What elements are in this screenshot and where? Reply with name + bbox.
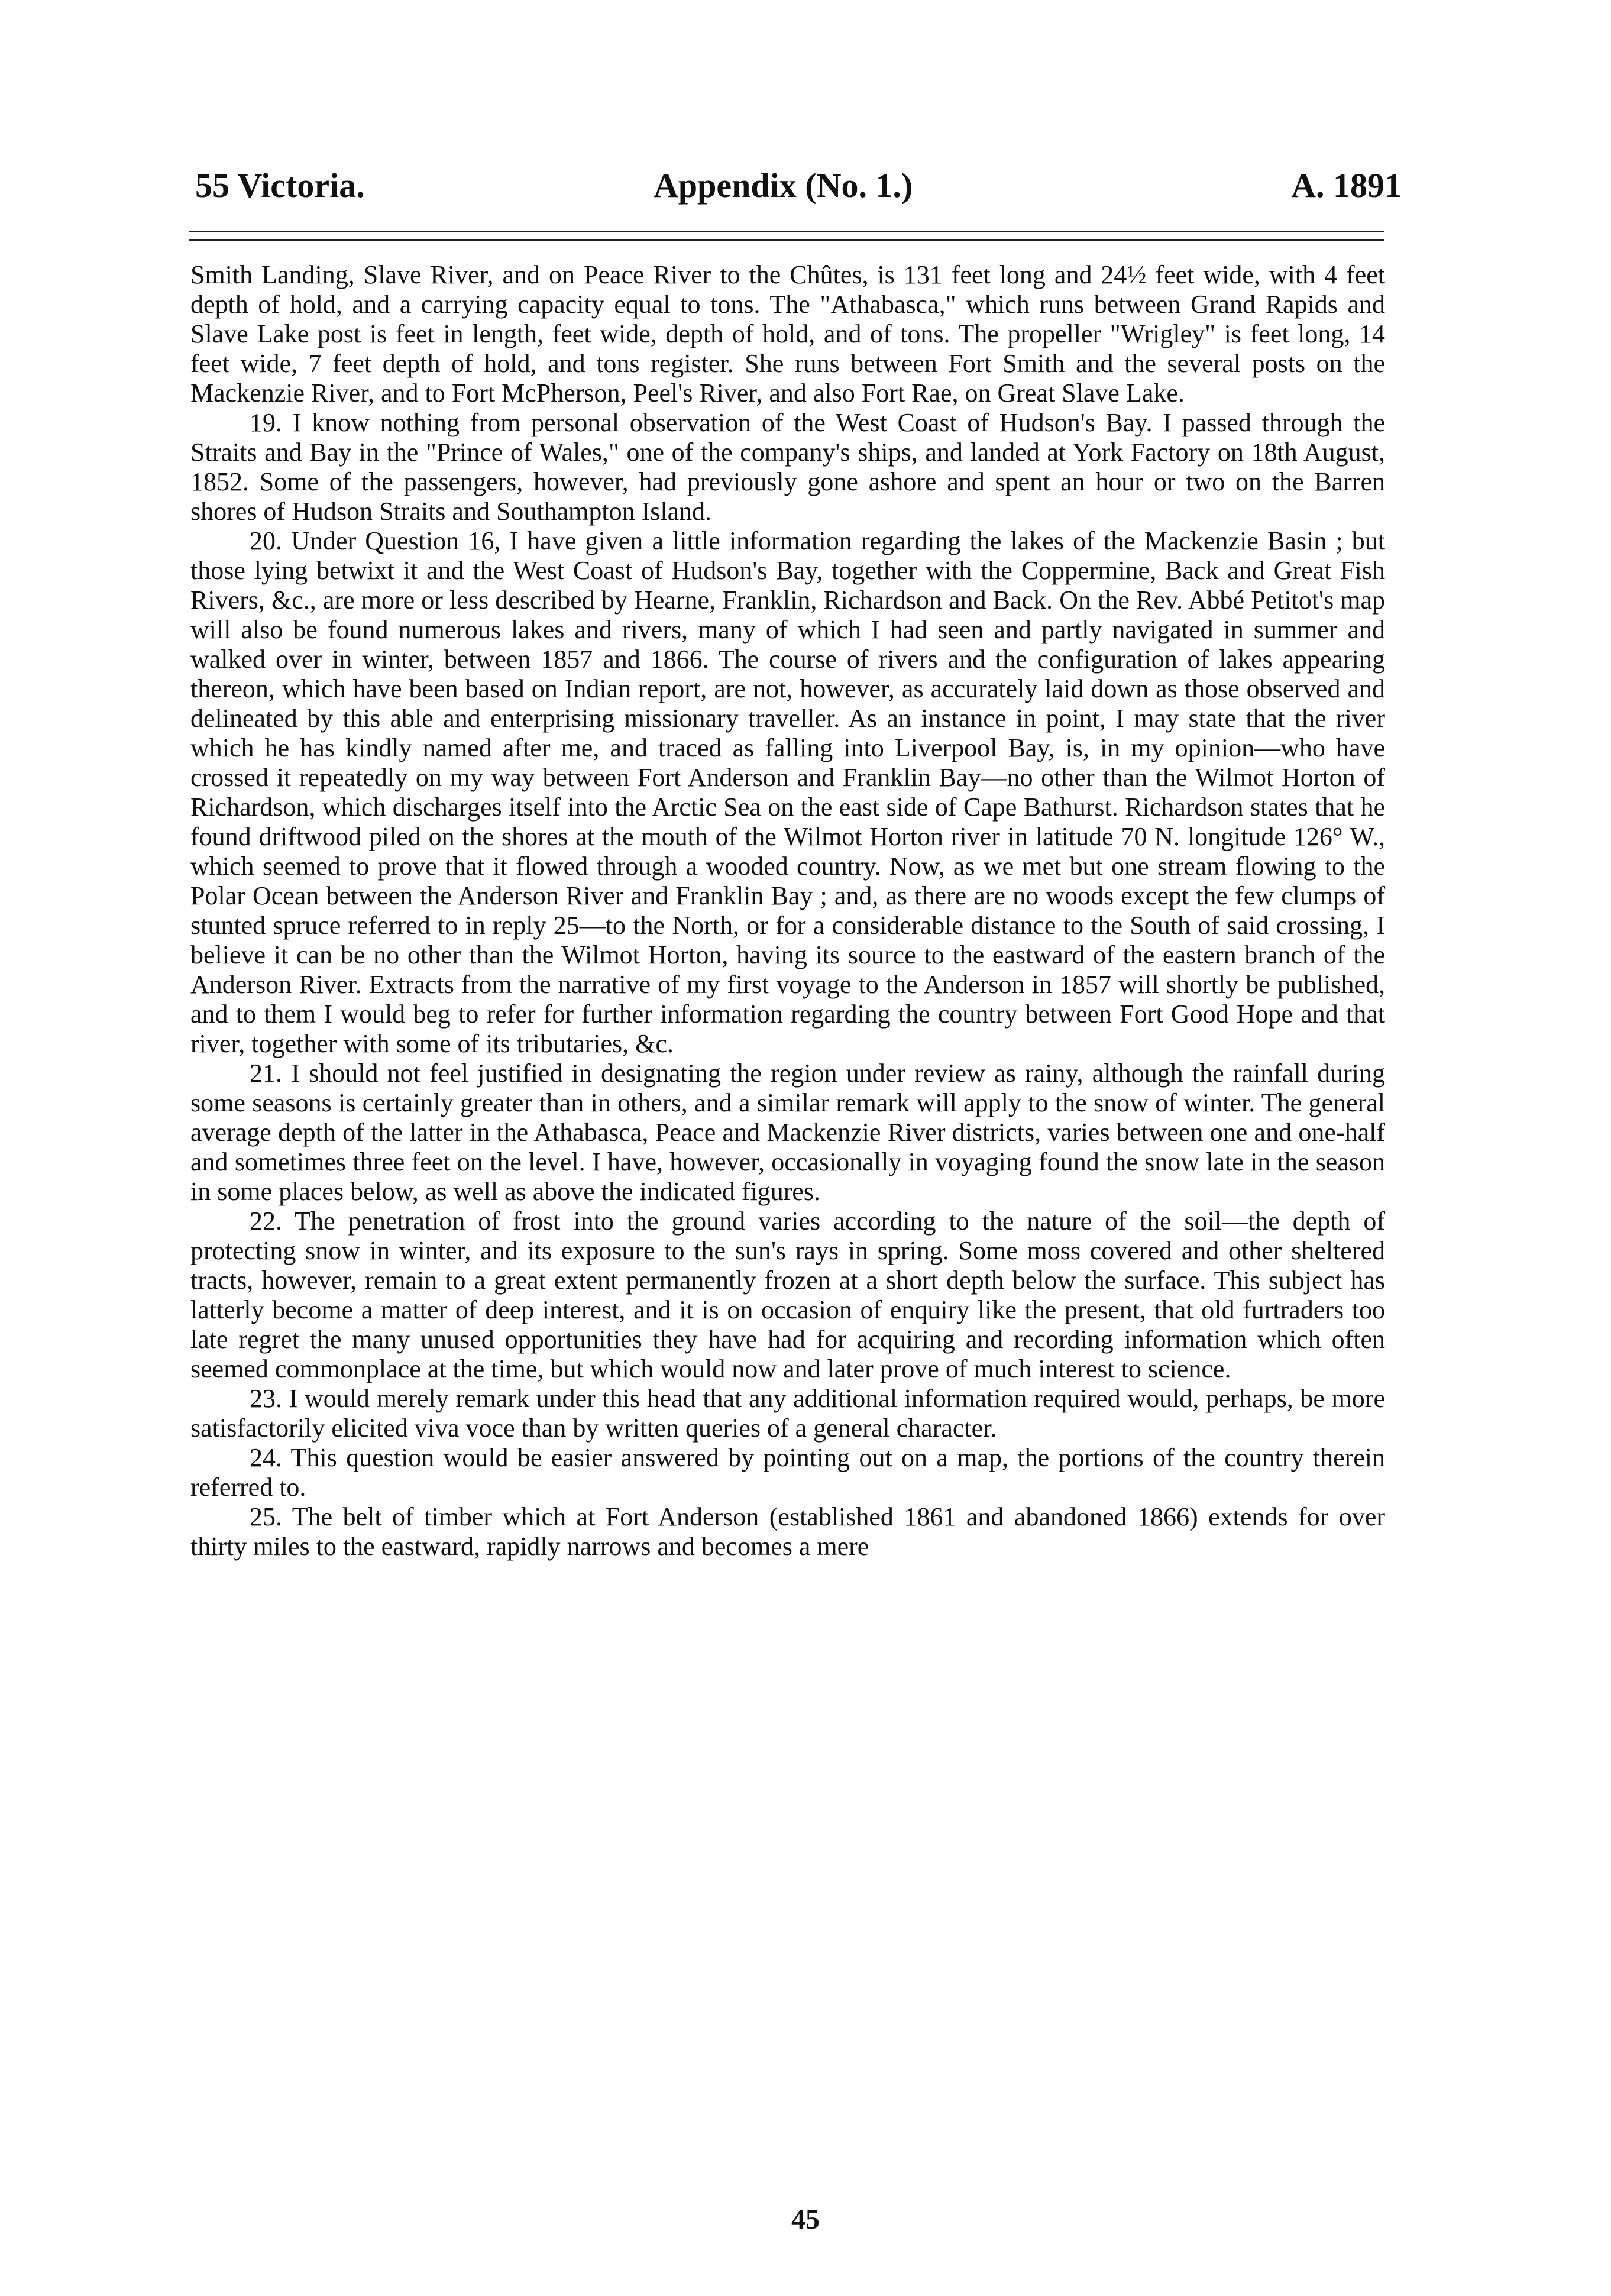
paragraph-19: 19. I know nothing from personal observation of the West Coast of Hudson's Bay. I passed through the Straits and Bay in the "Prince of Wales," one of the company's ships, and landed at York Factory on 18th August, 1852. Some of the passengers, however, had previously gone ashore and spent an hour or two on the Barren shores of Hudson Straits and Southampton Island. [190, 408, 1385, 526]
body-text [190, 260, 1385, 1561]
header-year: A. 1891 [1291, 166, 1402, 205]
paragraph-24: 24. This question would be easier answered by pointing out on a map, the portions of the country therein referred to. [190, 1443, 1385, 1502]
paragraph-continuation: Smith Landing, Slave River, and on Peace River to the Chûtes, is 131 feet long and 24½ feet wide, with 4 feet depth of hold, and a carrying capacity equal to tons. The "Athabasca," which runs between Grand Rapids and Slave Lake post is feet in length, feet wide, depth of hold, and of tons. The propeller "Wrigley" is feet long, 14 feet wide, 7 feet depth of hold, and tons register. She runs between Fort Smith and the several posts on the Mackenzie River, and to Fort McPherson, Peel's River, and also Fort Rae, on Great Slave Lake. [190, 260, 1385, 408]
page-number: 45 [791, 2204, 820, 2235]
paragraph-21: 21. I should not feel justified in designating the region under review as rainy, although the rainfall during some seasons is certainly greater than in others, and a similar remark will apply to the snow of winter. The general average depth of the latter in the Athabasca, Peace and Mackenzie River districts, varies between one and one-half and sometimes three feet on the level. I have, however, occasionally in voyaging found the snow late in the season in some places below, as well as above the indicated figures. [190, 1059, 1385, 1206]
header-appendix: Appendix (No. 1.) [654, 166, 913, 205]
paragraph-23: 23. I would merely remark under this head that any additional information required would, perhaps, be more satisfactorily elicited viva voce than by written queries of a general character. [190, 1384, 1385, 1443]
paragraph-20: 20. Under Question 16, I have given a little information regarding the lakes of the Mackenzie Basin ; but those lying betwixt it and the West Coast of Hudson's Bay, together with the Coppermine, Back and Great Fish Rivers, &c., are more or less described by Hearne, Franklin, Richardson and Back. On the Rev. Abbé Petitot's map will also be found numerous lakes and rivers, many of which I had seen and partly navigated in summer and walked over in winter, between 1857 and 1866. The course of rivers and the configuration of lakes appearing thereon, which have been based on Indian report, are not, however, as accurately laid down as those observed and delineated by this able and enterprising missionary traveller. As an instance in point, I may state that the river which he has kindly named after me, and traced as falling into Liverpool Bay, is, in my opinion—who have crossed it repeatedly on my way between Fort Anderson and Franklin Bay—no other than the Wilmot Horton of Richardson, which discharges itself into the Arctic Sea on the east side of Cape Bathurst. Richardson states that he found driftwood piled on the shores at the mouth of the Wilmot Horton river in latitude 70 N. longitude 126° W., which seemed to prove that it flowed through a wooded country. Now, as we met but one stream flowing to the Polar Ocean between the Anderson River and Franklin Bay ; and, as there are no woods except the few clumps of stunted spruce referred to in reply 25—to the North, or for a considerable distance to the South of said crossing, I believe it can be no other than the Wilmot Horton, having its source to the eastward of the eastern branch of the Anderson River. Extracts from the narrative of my first voyage to the Anderson in 1857 will shortly be published, and to them I would beg to refer for further information regarding the country between Fort Good Hope and that river, together with some of its tributaries, &c. [190, 526, 1385, 1058]
paragraph-22: 22. The penetration of frost into the ground varies according to the nature of the soil—the depth of protecting snow in winter, and its exposure to the sun's rays in spring. Some moss covered and other sheltered tracts, however, remain to a great extent permanently frozen at a short depth below the surface. This subject has latterly become a matter of deep interest, and it is on occasion of enquiry like the present, that old furtraders too late regret the many unused opportunities they have had for acquiring and recording information which often seemed commonplace at the time, but which would now and later prove of much interest to science. [190, 1207, 1385, 1383]
running-header [195, 166, 1402, 219]
header-session: 55 Victoria. [195, 166, 365, 205]
header-rule-top [189, 231, 1384, 232]
paragraph-25: 25. The belt of timber which at Fort Anderson (established 1861 and abandoned 1866) extends for over thirty miles to the eastward, rapidly narrows and becomes a mere [190, 1502, 1385, 1561]
header-rule-bottom [189, 239, 1384, 241]
